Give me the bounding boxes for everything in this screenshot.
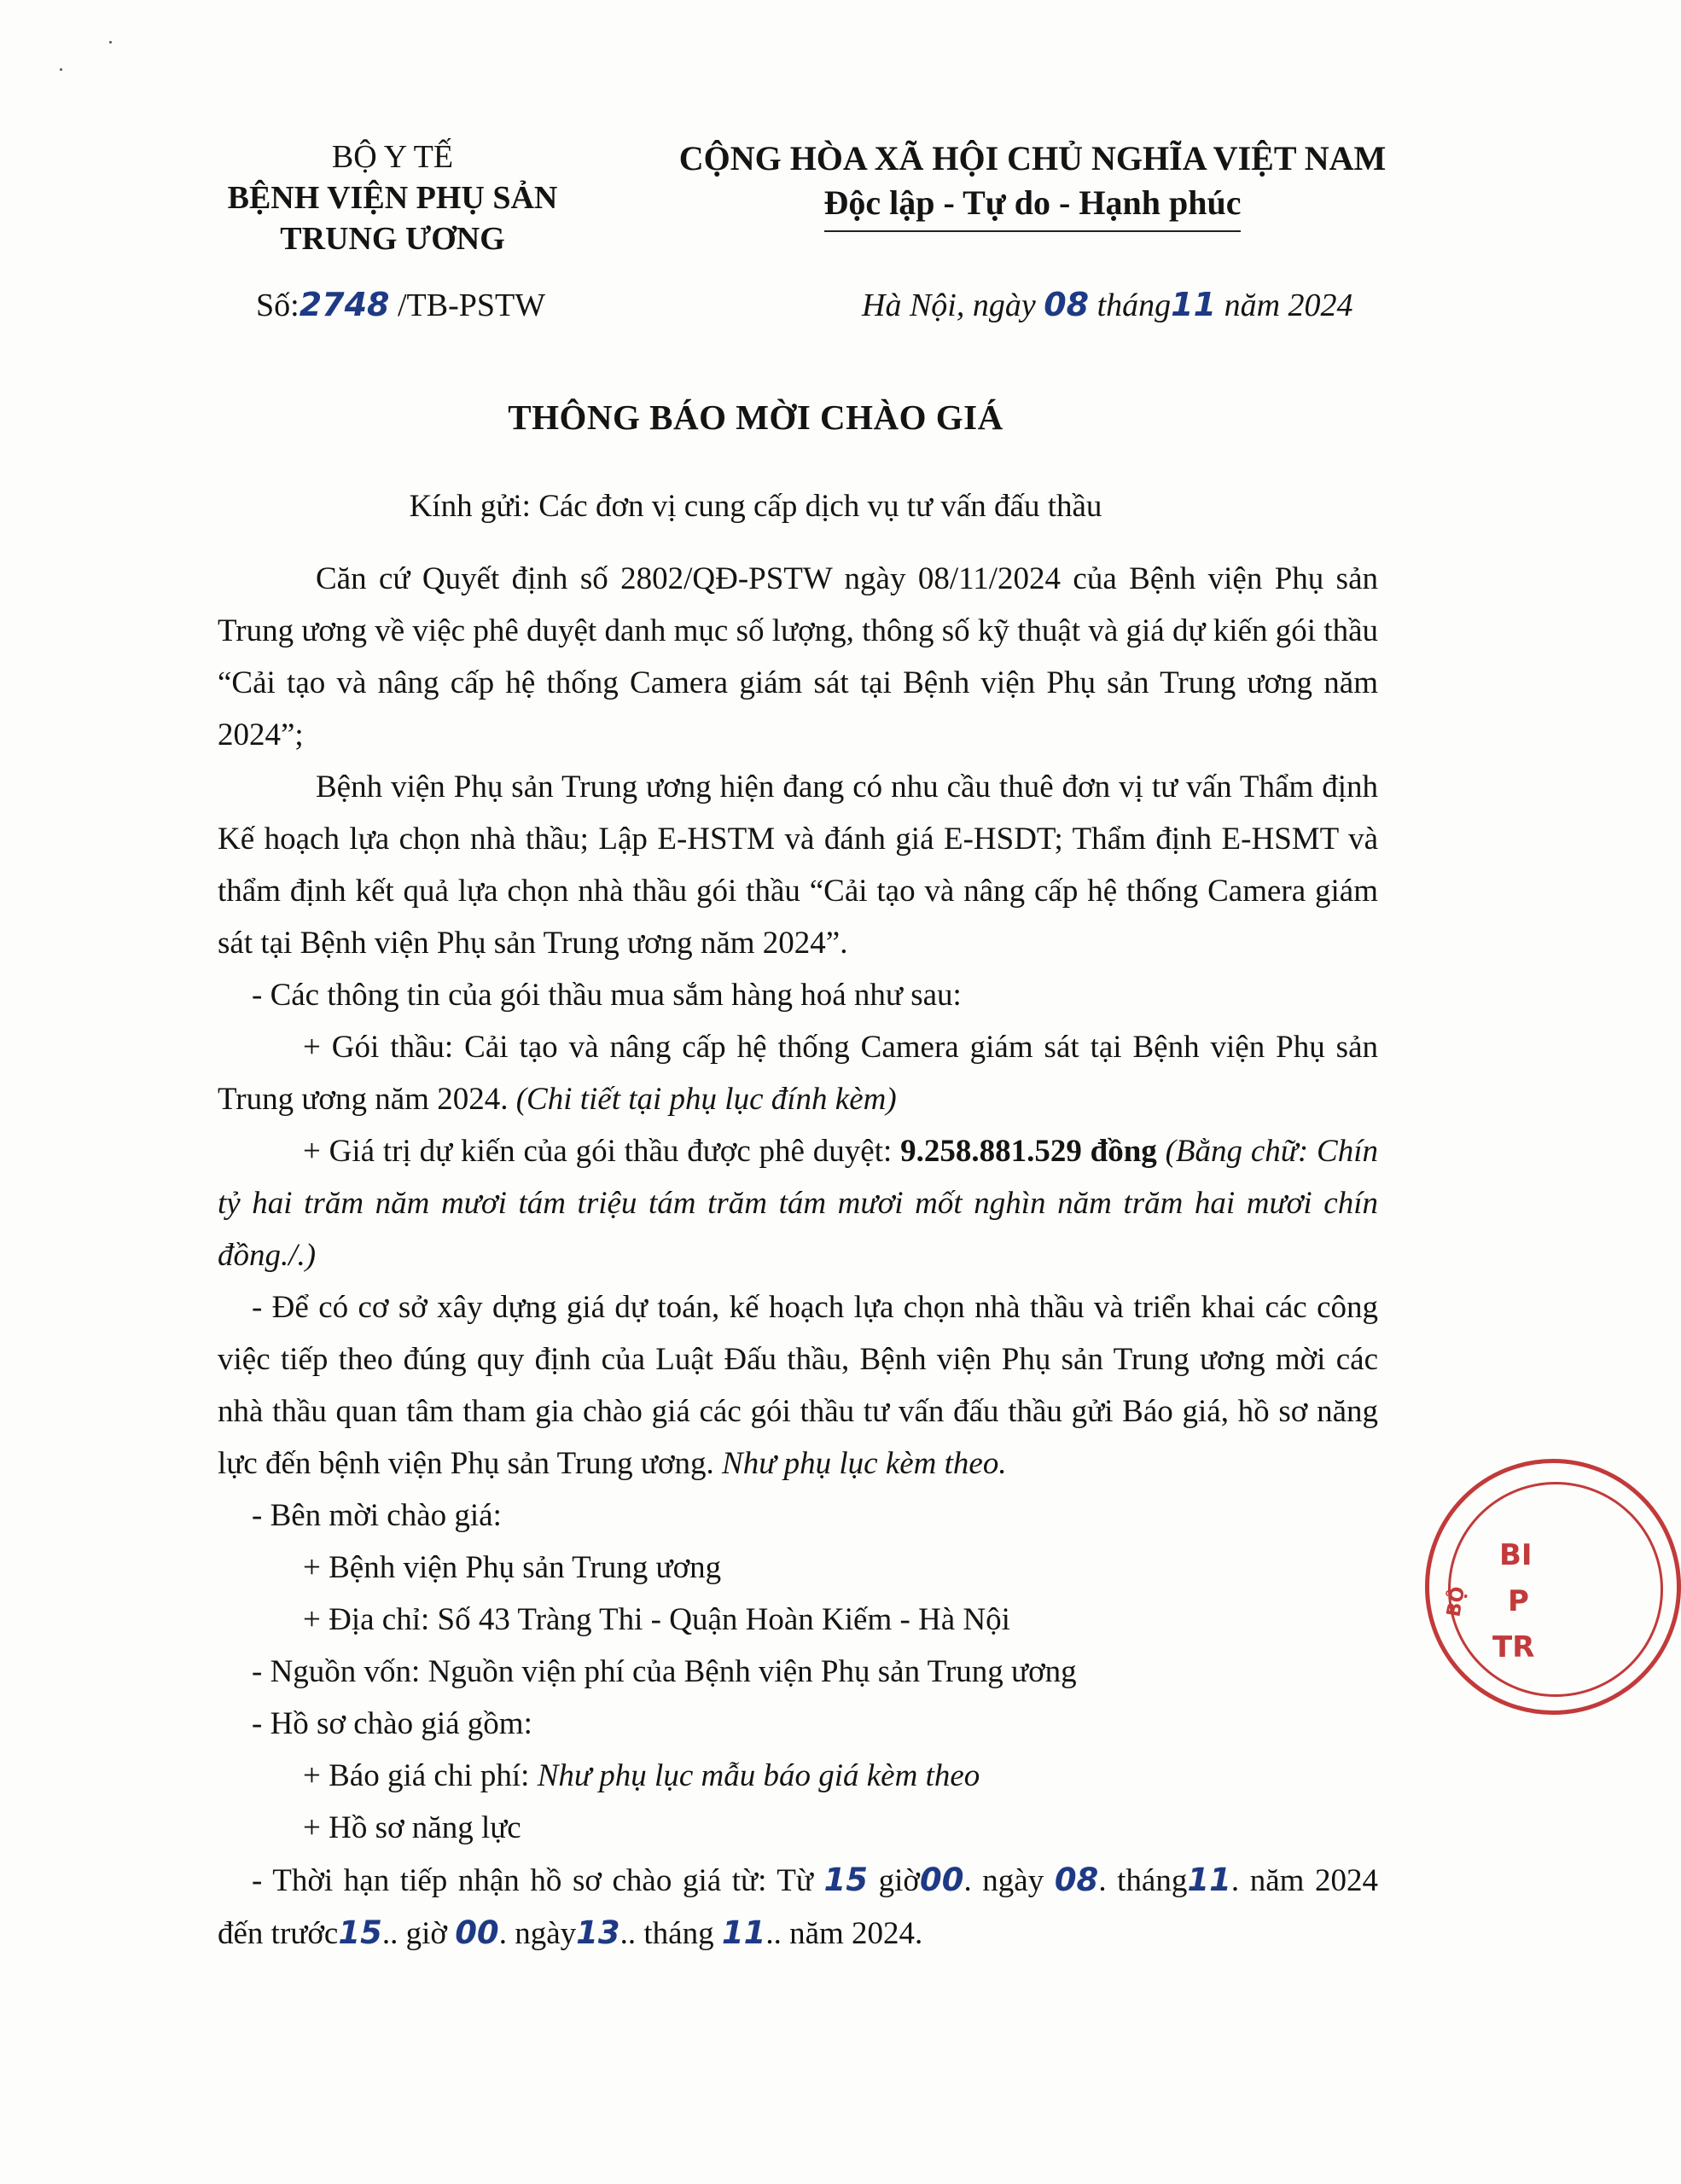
reference-suffix: /TB-PSTW <box>397 288 546 323</box>
reference-number <box>256 286 545 324</box>
deadline-text: .. năm 2024. <box>765 1916 923 1951</box>
dossier-quote-label: + Báo giá chi phí: <box>303 1758 538 1793</box>
deadline-handwritten-hour: 15 <box>823 1862 869 1898</box>
national-motto: Độc lập - Tự do - Hạnh phúc <box>824 181 1242 232</box>
inviter-address: + Địa chỉ: Số 43 Tràng Thi - Quận Hoàn Kiếm - Hà Nội <box>303 1602 1010 1637</box>
deadline-handwritten-hour: 15 <box>338 1914 382 1951</box>
package-name <box>218 1021 1378 1125</box>
invitation-text: - Để có cơ sở xây dựng giá dự toán, kế hoạch lựa chọn nhà thầu và triển khai các công việc tiếp theo đúng quy định của Luật Đấu thầu, Bệnh viện Phụ sản Trung ương mời các nhà thầu quan tâm tham gia chào giá các gói thầu tư vấn đấu thầu gửi Báo giá, hồ sơ năng lực đến bệnh viện Phụ sản Trung ương. <box>218 1290 1378 1481</box>
package-value <box>218 1125 1378 1281</box>
dossier-quote-note: Như phụ lục mẫu báo giá kèm theo <box>537 1758 980 1793</box>
funding-source: - Nguồn vốn: Nguồn viện phí của Bệnh viện Phụ sản Trung ương <box>252 1654 1077 1689</box>
inviter-name: + Bệnh viện Phụ sản Trung ương <box>303 1550 722 1585</box>
issuer-header <box>154 136 631 259</box>
seal-text: BỘ <box>1443 1584 1470 1619</box>
document-title: THÔNG BÁO MỜI CHÀO GIÁ <box>508 398 1003 437</box>
date-text: năm 2024 <box>1216 288 1353 323</box>
scan-speck <box>109 41 112 44</box>
dossier-capacity: + Hồ sơ năng lực <box>303 1810 521 1845</box>
deadline-text: . ngày <box>963 1863 1055 1898</box>
paragraph-need: Bệnh viện Phụ sản Trung ương hiện đang có nhu cầu thuê đơn vị tư vấn Thẩm định Kế hoạch lựa chọn nhà thầu; Lập E-HSTM và đánh giá E-HSDT; Thẩm định E-HSMT và thẩm định kết quả lựa chọn nhà thầu gói thầu “Cải tạo và nâng cấp hệ thống Camera giám sát tại Bệnh viện Phụ sản Trung ương năm 2024”. <box>218 770 1378 961</box>
package-name-text: + Gói thầu: Cải tạo và nâng cấp hệ thống Camera giám sát tại Bệnh viện Phụ sản Trung ương năm 2024. <box>218 1030 1378 1117</box>
deadline-handwritten-day: 08 <box>1054 1862 1099 1898</box>
package-value-in-words: (Bằng chữ: Chín tỷ hai trăm năm mươi tám triệu tám trăm tám mươi mốt nghìn năm trăm hai mươi chín đồng./.) <box>218 1134 1379 1273</box>
hospital-name-line1: BỆNH VIỆN PHỤ SẢN <box>227 180 558 216</box>
deadline-text: - Thời hạn tiếp nhận hồ sơ chào giá từ: Từ <box>252 1863 824 1898</box>
ministry-name: BỘ Y TẾ <box>331 139 454 175</box>
recipient-line: Kính gửi: Các đơn vị cung cấp dịch vụ tư vấn đấu thầu <box>409 489 1102 524</box>
date-handwritten-day: 08 <box>1044 286 1090 323</box>
invitation-note: Như phụ lục kèm theo. <box>722 1446 1007 1481</box>
deadline-handwritten-minute: 00 <box>455 1914 499 1951</box>
submission-deadline <box>218 1854 1378 1960</box>
deadline-text: . năm 2024 đến trước <box>218 1863 1378 1951</box>
paragraph-invitation <box>218 1281 1378 1490</box>
deadline-text: giờ <box>868 1863 920 1898</box>
deadline-text: . tháng <box>1098 1863 1188 1898</box>
dossier-quote <box>218 1750 1378 1802</box>
deadline-handwritten-minute: 00 <box>919 1862 964 1898</box>
seal-text: TR <box>1492 1630 1535 1664</box>
package-name-note: (Chi tiết tại phụ lục đính kèm) <box>515 1082 897 1117</box>
reference-prefix: Số: <box>256 288 300 323</box>
package-info-heading: - Các thông tin của gói thầu mua sắm hàng hoá như sau: <box>252 978 962 1013</box>
deadline-text: .. tháng <box>619 1916 722 1951</box>
paragraph-legal-basis: Căn cứ Quyết định số 2802/QĐ-PSTW ngày 08/11/2024 của Bệnh viện Phụ sản Trung ương về việc phê duyệt danh mục số lượng, thông số kỹ thuật và giá dự kiến gói thầu “Cải tạo và nâng cấp hệ thống Camera giám sát tại Bệnh viện Phụ sản Trung ương năm 2024”; <box>218 561 1378 752</box>
deadline-handwritten-month: 11 <box>1187 1862 1231 1898</box>
seal-text: P <box>1508 1584 1529 1618</box>
date-text: tháng <box>1089 288 1172 323</box>
official-seal <box>1425 1459 1681 1715</box>
reference-handwritten-number: 2748 <box>299 286 390 323</box>
document-body <box>218 553 1378 1960</box>
deadline-text: .. giờ <box>381 1916 456 1951</box>
deadline-handwritten-month: 11 <box>721 1914 766 1951</box>
scan-speck <box>60 68 62 71</box>
republic-name: CỘNG HÒA XÃ HỘI CHỦ NGHĨA VIỆT NAM <box>678 139 1387 177</box>
dossier-heading: - Hồ sơ chào giá gồm: <box>252 1706 532 1741</box>
date-text: Hà Nội, ngày <box>862 288 1044 323</box>
deadline-text: . ngày <box>498 1916 577 1951</box>
seal-inner-ring <box>1448 1482 1663 1697</box>
seal-text: BI <box>1499 1538 1533 1572</box>
national-header <box>657 136 1408 232</box>
date-handwritten-month: 11 <box>1171 286 1217 323</box>
deadline-handwritten-day: 13 <box>576 1914 620 1951</box>
package-value-amount: 9.258.881.529 đồng <box>900 1134 1157 1169</box>
issue-date <box>862 286 1353 324</box>
hospital-name-line2: TRUNG ƯƠNG <box>280 221 505 257</box>
package-value-label: + Giá trị dự kiến của gói thầu được phê duyệt: <box>303 1134 901 1169</box>
inviter-heading: - Bên mời chào giá: <box>252 1498 502 1533</box>
